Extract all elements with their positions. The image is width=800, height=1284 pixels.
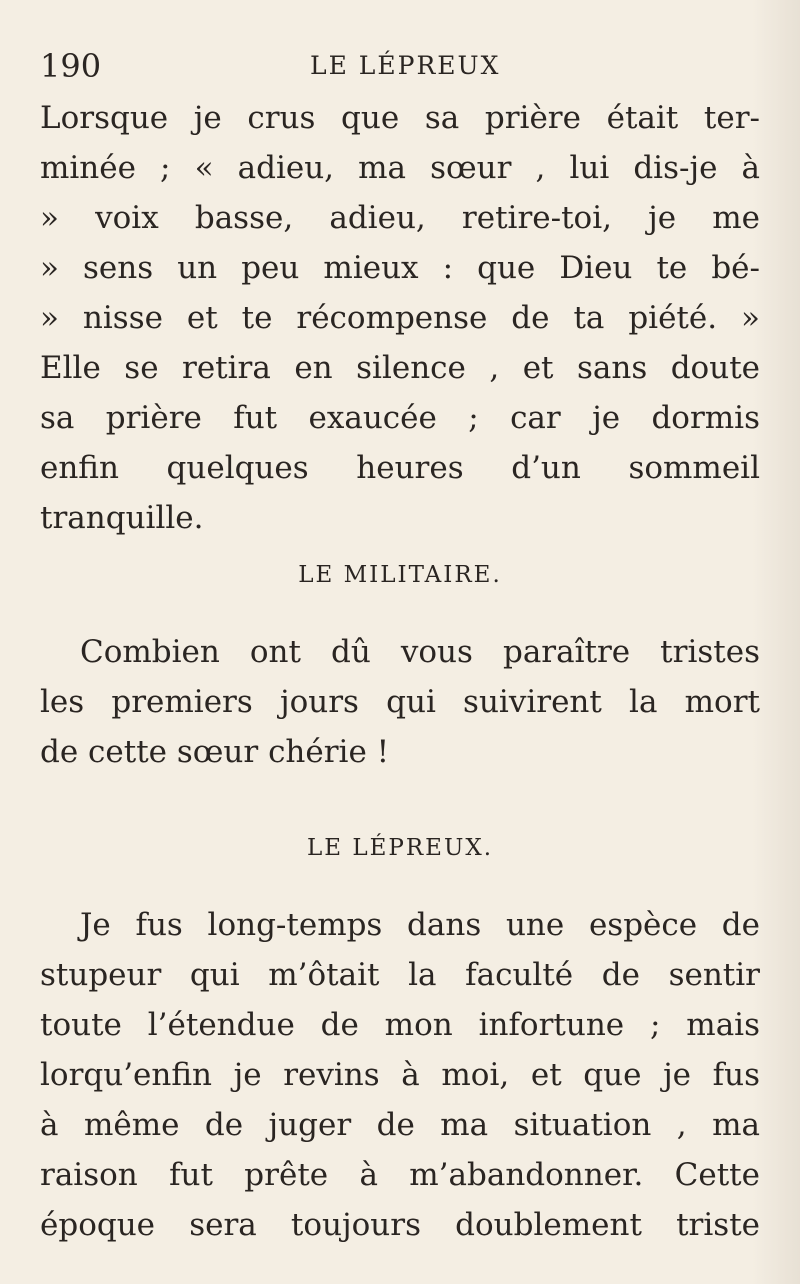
running-head bbox=[40, 46, 760, 86]
text-line: enfin quelques heures d’un sommeil bbox=[40, 450, 760, 486]
text-line: stupeur qui m’ôtait la faculté de sentir bbox=[40, 957, 760, 993]
text-line: époque sera toujours doublement triste bbox=[40, 1207, 760, 1243]
text-line: Combien ont dû vous paraître tristes bbox=[80, 634, 760, 670]
page-number: 190 bbox=[40, 47, 102, 85]
paragraph-3 bbox=[40, 900, 760, 1250]
text-line: toute l’étendue de mon infortune ; mais bbox=[40, 1007, 760, 1043]
text-line: les premiers jours qui suivirent la mort bbox=[40, 684, 760, 720]
text-line: Je fus long-temps dans une espèce de bbox=[80, 907, 760, 943]
text-line: » voix basse, adieu, retire-toi, je me bbox=[40, 200, 760, 236]
text-line: lorqu’enfin je revins à moi, et que je fus bbox=[40, 1057, 760, 1093]
running-title: LE LÉPREUX bbox=[310, 51, 501, 80]
text-line: sa prière fut exaucée ; car je dormis bbox=[40, 400, 760, 436]
paragraph-2 bbox=[40, 627, 760, 777]
text-line: à même de juger de ma situation , ma bbox=[40, 1107, 760, 1143]
text-line: de cette sœur chérie ! bbox=[40, 734, 390, 770]
text-line: tranquille. bbox=[40, 500, 204, 536]
text-line: » nisse et te récompense de ta piété. » bbox=[40, 300, 760, 336]
text-line: minée ; « adieu, ma sœur , lui dis-je à bbox=[40, 150, 760, 186]
speaker-heading-lepreux: LE LÉPREUX. bbox=[306, 835, 494, 861]
text-line: Elle se retira en silence , et sans doute bbox=[40, 350, 760, 386]
text-line: raison fut prête à m’abandonner. Cette bbox=[40, 1157, 760, 1193]
text-line: » sens un peu mieux : que Dieu te bé- bbox=[40, 250, 760, 286]
text-line: Lorsque je crus que sa prière était ter- bbox=[40, 100, 760, 136]
speaker-heading-militaire: LE MILITAIRE. bbox=[298, 562, 502, 588]
paragraph-1 bbox=[40, 93, 760, 543]
